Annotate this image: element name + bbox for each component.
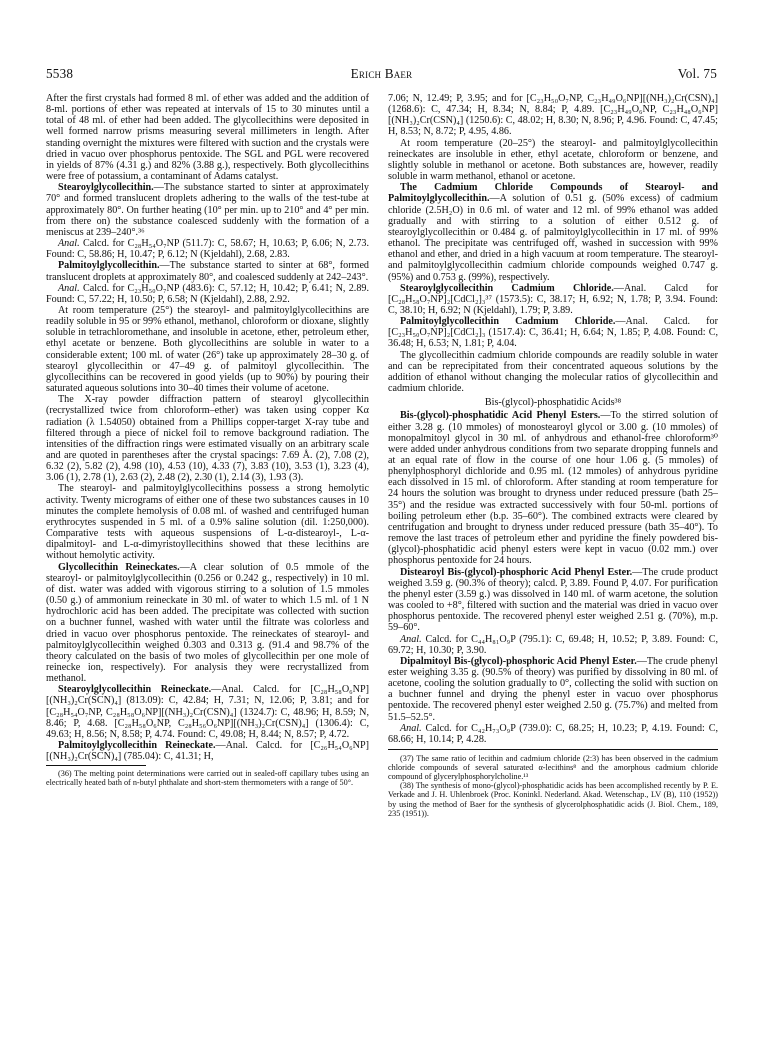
paragraph-text: —A clear solution of 0.5 mmole of the stearoyl- or palmitoylglycollecithin (0.256 or 0.242 g., respectively) in 10 ml. of dist. water was added with vigorous stirring to a solution of 1.5 mmoles (0.50 g.) of ammonium reineckate in 30 ml. of water to which 1.5 ml. of 1 N hydrochloric acid has been added. The precipitate was collected with suction on a buchner funnel, washed with water until the filtrate was colorless and dried in vacuo over phosphorus pentoxide. The reineckates of stearoyl- and palmitoylglycollecithin weighed 0.303 and 0.313 g. (91.4 and 98.7% of the theory calculated on the basis of two moles of glycollecithin per one mole of reinecke ion, respectively). For analysis they were recrystallized from methanol. <box>46 561 369 685</box>
right-column <box>388 93 718 818</box>
paragraph-text: —Anal. Calcd. for [C₂₈H₅₈O₆NP][(NH₃)₂Cr(SCN)₄] (813.09): C, 42.84; H, 7.31; N, 12.06; P, 3.81; and for [C₂₈H₅₄O₇NP, C₂₈H₅₈O₆NP][(NH₃)₂Cr(CSN)₄] (1324.7): C, 48.96; H, 8.59; N, 8.46; P, 4.68. [C₂₈H₅₈O₆NP, C₂₈H₅₆O₆NP][(NH₃)₂Cr(CSN)₄] (1306.4): C, 49.63; H, 8.56; N, 8.58; P, 4.74. Found: C, 49.08; H, 8.44; N, 8.57; P, 4.72. <box>46 684 369 740</box>
paragraph-text: —Anal. Calcd for [C₂₈H₅₈O₇NP]₂[CdCl₂]₃³⁷ (1573.5): C, 38.17; H, 6.92; N, 1.78; P, 3.94. Found: C, 38.10; H, 6.92; N (Kjeldahl), 1.79; P, 3.89. <box>388 282 719 316</box>
paragraph: 7.06; N, 12.49; P, 3.95; and for [C₂₃H₅₀O₇NP, C₂₃H₄₉O₆NP][(NH₃)₂Cr(CSN)₄] (1268.6): C, 47.34; H, 8.34; N, 8.84; P, 4.89. [C₂₃H₄₉O₆NP, C₂₃H₄₈O₆NP][(NH₃)₂Cr(CSN)₄] (1250.6): C, 48.02; H, 8.30; N, 8.96; P, 4.96. Found: C, 47.45; H, 8.53; N, 8.72; P, 4.95, 4.86. <box>388 93 718 138</box>
paragraph-text: —The substance started to sinter at approximately 70° and formed translucent droplets adhering to the walls of the test-tube at approximately 80°. On further heating (10° per min. up to 210° and 4° per min. from there on) the substance coalesced suddenly with the formation of a meniscus at 239–240°.³⁶ <box>46 182 369 238</box>
paragraph <box>388 316 718 349</box>
footnote-38: (38) The synthesis of mono-(glycol)-phosphatidic acids has been accomplished recently by P. E. Verkade and J. H. Uhlenbroek (Proc. Koninkl. Nederland. Akad. Wetenschap., LV (B), 110 (1952)) by using the method of Baer for the synthesis of glycerolphosphatidic acids (J. Biol. Chem., 189, 235 (1951)). <box>388 781 718 818</box>
paragraph <box>388 567 718 634</box>
paragraph: The glycollecithin cadmium chloride compounds are readily soluble in water and can be reprecipitated from their concentrated aqueous solutions by the addition of ethanol without changing the molecular ratios of glycollecithin and cadmium chloride. <box>388 349 718 395</box>
paragraph-text: —The crude phenyl ester weighing 3.35 g. (90.5% of theory) was purified by dissolving in 80 ml. of acetone, cooling the solution gradually to 0°, collecting the solid with suction on a buchner funnel and drying the phenyl ester in vacuo over phosphorus pentoxide. The recovered phenyl ester weighed 2.50 g. (75.7%) and melted from 51.5–52.5°. <box>388 655 718 723</box>
paragraph <box>46 238 369 260</box>
paragraph <box>388 723 718 745</box>
footnote-37: (37) The same ratio of lecithin and cadmium chloride (2:3) has been observed in the cadmium chloride compounds of several saturated α-lecithins⁸ and the amorphous cadmium chloride compound of glycerylphosphorylcholine.¹³ <box>388 754 718 782</box>
footnote-36: (36) The melting point determinations were carried out in sealed-off capillary tubes using an electrically heated bath of n-butyl phthalate and short-stem thermometers with a range of 50°. <box>46 769 369 788</box>
paragraph-text: —To the stirred solution of either 3.28 g. (10 mmoles) of monostearoyl glycol or 3.00 g. (10 mmoles) of monopalmitoyl glycol in 30 ml. of anhydrous and ethanol-free chloroform³⁰ were added under anhydrous conditions from two separate dropping funnels and at an equal rate of flow in the course of one hour 1.06 g. (5 mmoles) of phenylphosphoryl dichloride and 0.95 ml. (12 mmoles) of anhydrous pyridine each dissolved in 15 ml. of chloroform. After standing at room temperature for 24 hours the solution was brought to dryness under reduced pressure (bath 25–35°) and the residue was extracted successively with four 50-ml. portions of boiling petroleum ether (b.p. 35–60°). The combined extracts were cleared by centrifugation and brought to dryness under reduced pressure (bath 35–40°). To remove the last traces of petroleum ether and pyridine the finely powdered bis-(glycol)-phosphatidic acid phenyl esters were kept in vacuo (0.02 mm.) over phosphorus pentoxide for 24 hours. <box>388 410 718 567</box>
section-heading: Bis-(glycol)-phosphatidic Acids³⁸ <box>484 397 622 409</box>
paragraph-heading: The Cadmium Chloride Compounds of Stearoyl- and Palmitoylglycollecithin. <box>388 182 718 205</box>
paragraph-text: —Anal. Calcd. for [C₂₆H₅₄O₆NP][(NH₃)₂Cr(SCN)₄] (785.04): C, 41.31; H, <box>46 740 369 763</box>
footnote-rule <box>46 765 146 766</box>
paragraph-heading: Dipalmitoyl Bis-(glycol)-phosphoric Acid Phenyl Ester. <box>400 655 637 667</box>
paragraph: The stearoyl- and palmitoylglycollecithins possess a strong hemolytic activity. Twenty micrograms of either one of these two substances causes in 10 minutes the complete hemolysis of 0.08 ml. of washed and centrifuged human erythrocytes suspended in 5 ml. of a 0.9% saline solution (dil. 1:250,000). Comparative tests with aqueous suspensions of L-α-distearoyl-, L-α-dipalmitoyl- and L-α-dimyristoyllecithins showed that these lecithins are without hemolytic activity. <box>46 483 369 562</box>
paragraph <box>46 260 369 282</box>
paragraph-text: Calcd. for C₂₃H₅₀O₇NP (483.6): C, 57.12; H, 10.42; P, 6.41; N, 2.89. Found: C, 57.22; H, 10.50; P, 6.58; N (Kjeldahl), 2.88, 2.92. <box>46 282 369 305</box>
analysis-label: Anal. <box>58 238 80 250</box>
paragraph <box>388 656 718 723</box>
paragraph: At room temperature (25°) the stearoyl- and palmitoylglycollecithins are readily soluble in 95 or 99% ethanol, methanol, chloroform or dioxane, slightly soluble in tetrachloromethane, and insoluble in acetone, ether, petroleum ether, ethyl acetate or benzene. Both glycollecithins are soluble in water to a considerable extent; 100 ml. of water (26°) take up approximately 28–30 g. of stearoyl glycollecithin or 47–49 g. of palmitoyl glycollecithin. The glycollecithins can be recovered in good yields (up to 90%) by pouring their saturated aqueous solutions into 30–40 times their volume of acetone. <box>46 304 369 395</box>
paragraph <box>46 182 369 238</box>
paragraph-heading: Palmitoylglycollecithin Cadmium Chloride. <box>400 316 616 328</box>
paragraph: The X-ray powder diffraction pattern of stearoyl glycollecithin (recrystallized twice from chloroform–ether) was taken using copper Kα radiation (λ 1.54050) obtained from a Phillips copper-target X-ray tube and filtered through a piece of nickel foil to remove background radiation. The intensities of the diffraction rings were estimated visually on an arbitrary scale and are quoted in parentheses after the crystal spacings: 7.69 Å. (2), 7.08 (2), 6.32 (2), 5.82 (2), 4.98 (10), 4.53 (10), 4.33 (7), 3.83 (10), 3.53 (1), 3.23 (4), 3.06 (1), 2.78 (1), 2.63 (2), 2.48 (2), 2.30 (1), 2.14 (3), 1.93 (3). <box>46 394 369 484</box>
paragraph-text: —The crude product weighed 3.59 g. (90.3% of theory); calcd. P, 3.89. Found P, 4.07. For purification the phenyl ester (3.59 g.) was dissolved in 140 ml. of warm acetone, the solution was cooled to +8°, filtered with suction and the material was dried in vacuo over phosphorus pentoxide. The recovered phenyl ester weighed 2.51 g. (70%), m.p. 59–60°. <box>388 566 718 634</box>
paragraph <box>388 283 718 316</box>
analysis-label: Anal. <box>400 722 422 734</box>
paragraph <box>46 283 369 305</box>
analysis-label: Anal. <box>400 633 422 645</box>
paragraph-heading: Stearoylglycollecithin Cadmium Chloride. <box>400 282 614 294</box>
paragraph-heading: Glycollecithin Reineckates. <box>58 561 180 573</box>
footnote-rule <box>388 749 718 750</box>
paragraph <box>388 410 718 566</box>
paragraph <box>46 684 369 740</box>
paragraph: After the first crystals had formed 8 ml. of ether was added and the addition of 8-ml. portions of ether was repeated at intervals of 15 to 30 minutes until a total of 48 ml. of ether had been added. The glycollecithins were deposited in well formed narrow prisms measuring several millimeters in length. After standing overnight the mixtures were filtered with suction and the crystals were dried in vacuo over phosphorus pentoxide. The SGL and PGL were recovered in yields of 87% (4.31 g.) and 82% (3.88 g.), respectively. Both glycollecithins were free of potassium, a contaminant of Adams catalyst. <box>46 93 369 183</box>
paragraph-heading: Stearoylglycollecithin. <box>58 182 154 194</box>
volume-label: Vol. 75 <box>677 66 717 81</box>
paragraph-text: Calcd. for C₄₄H₈₁O₉P (795.1): C, 69.48; H, 10.52; P, 3.89. Found: C, 69.72; H, 10.30; P, 3.90. <box>388 633 718 656</box>
paragraph-text: —Anal. Calcd. for [C₂₃H₅₀O₇NP]₂[CdCl₂]₃ (1517.4): C, 36.41; H, 6.64; N, 1.85; P, 4.08. Found: C, 36.48; H, 6.53; N, 1.81; P, 4.04. <box>388 316 718 350</box>
paragraph-heading: Bis-(glycol)-phosphatidic Acid Phenyl Esters. <box>400 410 601 422</box>
paragraph-heading: Palmitoylglycollecithin. <box>58 260 160 272</box>
paragraph-text: Calcd. for C₂₈H₅₄O₇NP (511.7): C, 58.67; H, 10.63; P, 6.06; N, 2.73. Found: C, 58.86; H, 10.47; P, 6.12; N (Kjeldahl), 2.68, 2.83. <box>46 238 369 261</box>
left-column <box>46 93 369 788</box>
paragraph: At room temperature (20–25°) the stearoyl- and palmitoylglycollecithin reineckates are insoluble in ether, ethyl acetate, chloroform or benzene, and slightly soluble in methanol or acetone. Both substances are, however, readily soluble in warm methanol, ethanol or acetone. <box>388 137 718 183</box>
paragraph-heading: Stearoylglycollecithin Reineckate. <box>58 684 212 696</box>
paragraph-heading: Palmitoylglycollecithin Reineckate. <box>58 740 216 752</box>
paragraph <box>46 740 369 762</box>
author-name: Erich Baer <box>350 66 413 81</box>
running-head <box>46 66 717 86</box>
paragraph <box>46 562 369 685</box>
page-number: 5538 <box>46 66 74 81</box>
paragraph-text: Calcd. for C₄₂H₇₃O₉P (739.0): C, 68.25; H, 10.23; P, 4.19. Found: C, 68.66; H, 10.14; P, 4.28. <box>388 722 718 745</box>
paragraph-text: —A solution of 0.51 g. (50% excess) of cadmium chloride (2.5H₂O) in 0.6 ml. of water and 12 ml. of 99% ethanol was added gradually and with stirring to a solution of either 0.512 g. of stearoylglycollecithin or 0.484 g. of palmitoylglycollecithin in 17 ml. of 99% ethanol. The precipitate was centrifuged off, washed in succession with 99% ethanol and ether, and dried in a high vacuum at room temperature. The stearoyl- and palmitoylglycollecithin cadmium chloride compounds weighed 0.747 g. (95%) and 0.753 g. (99%), respectively. <box>388 193 718 283</box>
analysis-label: Anal. <box>58 282 80 294</box>
paragraph-heading: Distearoyl Bis-(glycol)-phosphoric Acid Phenyl Ester. <box>400 566 633 578</box>
paragraph <box>388 634 718 656</box>
paragraph <box>388 182 718 282</box>
paragraph-text: —The substance started to sinter at 68°, formed translucent droplets at approximately 80°, and coalesced suddenly at 242–243°. <box>46 260 369 283</box>
